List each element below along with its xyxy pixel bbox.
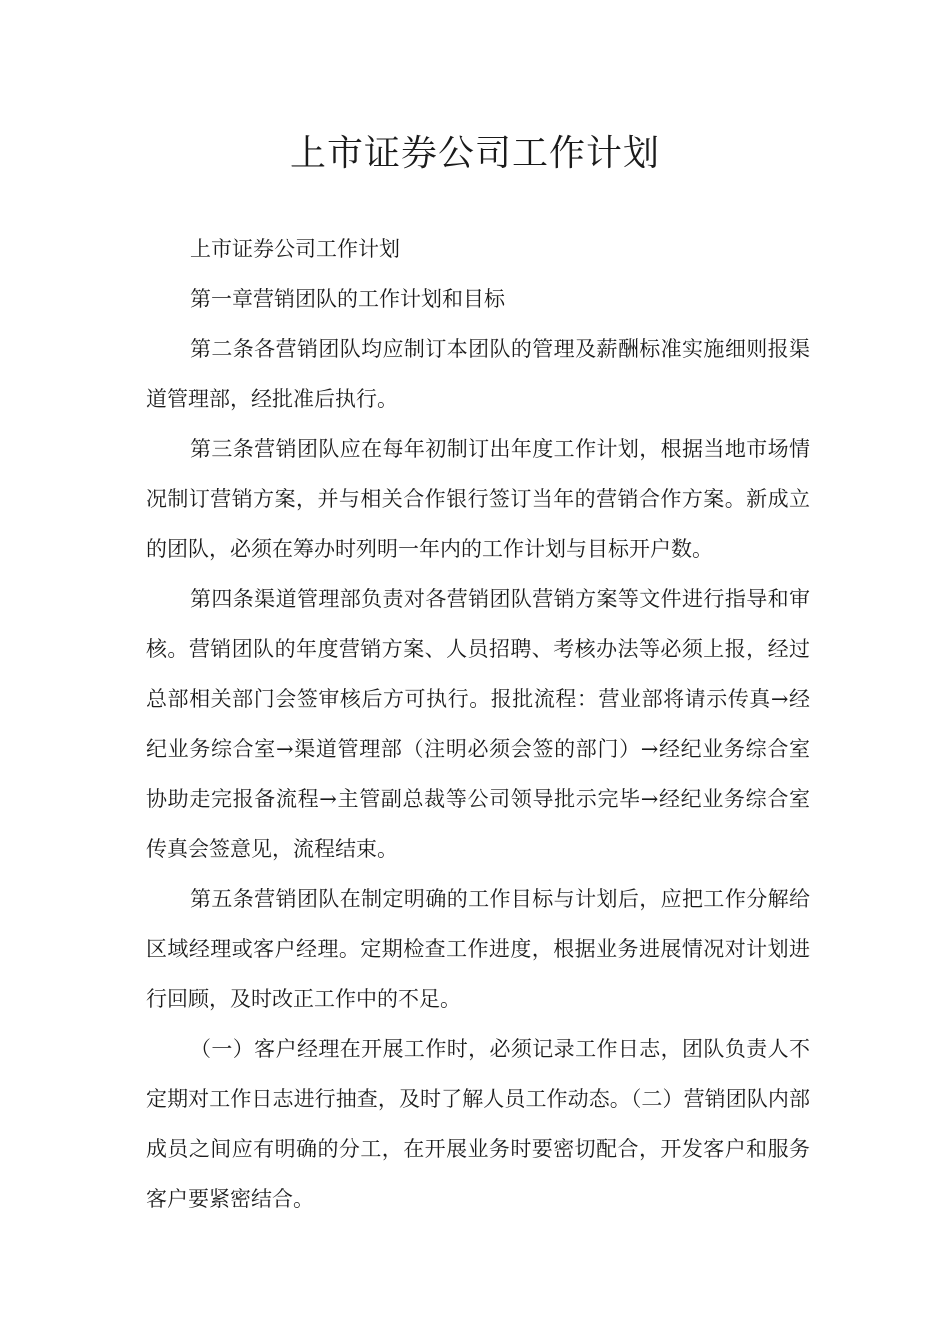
paragraph-chapter-one: 第一章营销团队的工作计划和目标 bbox=[190, 287, 505, 311]
paragraph-article-five: 第五条营销团队在制定明确的工作目标与计划后，应把工作分解给区域经理或客户经理。定期检查工作进度，根据业务进展情况对计划进行回顾，及时改正工作中的不足。 bbox=[146, 887, 810, 1011]
paragraph-article-three: 第三条营销团队应在每年初制订出年度工作计划，根据当地市场情况制订营销方案，并与相关合作银行签订当年的营销合作方案。新成立的团队，必须在筹办时列明一年内的工作计划与目标开户数。 bbox=[146, 437, 810, 561]
document-body bbox=[146, 224, 810, 1224]
paragraph-article-two: 第二条各营销团队均应制订本团队的管理及薪酬标准实施细则报渠道管理部，经批准后执行。 bbox=[146, 337, 810, 411]
paragraph-heading: 上市证券公司工作计划 bbox=[190, 237, 400, 261]
paragraph-subitems: （一）客户经理在开展工作时，必须记录工作日志，团队负责人不定期对工作日志进行抽查，及时了解人员工作动态。（二）营销团队内部成员之间应有明确的分工，在开展业务时要密切配合，开发客户和服务客户要紧密结合。 bbox=[146, 1037, 810, 1211]
document-title: 上市证券公司工作计划 bbox=[289, 133, 660, 174]
paragraph-article-four: 第四条渠道管理部负责对各营销团队营销方案等文件进行指导和审核。营销团队的年度营销方案、人员招聘、考核办法等必须上报，经过总部相关部门会签审核后方可执行。报批流程：营业部将请示传真→经纪业务综合室→渠道管理部（注明必须会签的部门）→经纪业务综合室协助走完报备流程→主管副总裁等公司领导批示完毕→经纪业务综合室传真会签意见，流程结束。 bbox=[146, 587, 810, 861]
